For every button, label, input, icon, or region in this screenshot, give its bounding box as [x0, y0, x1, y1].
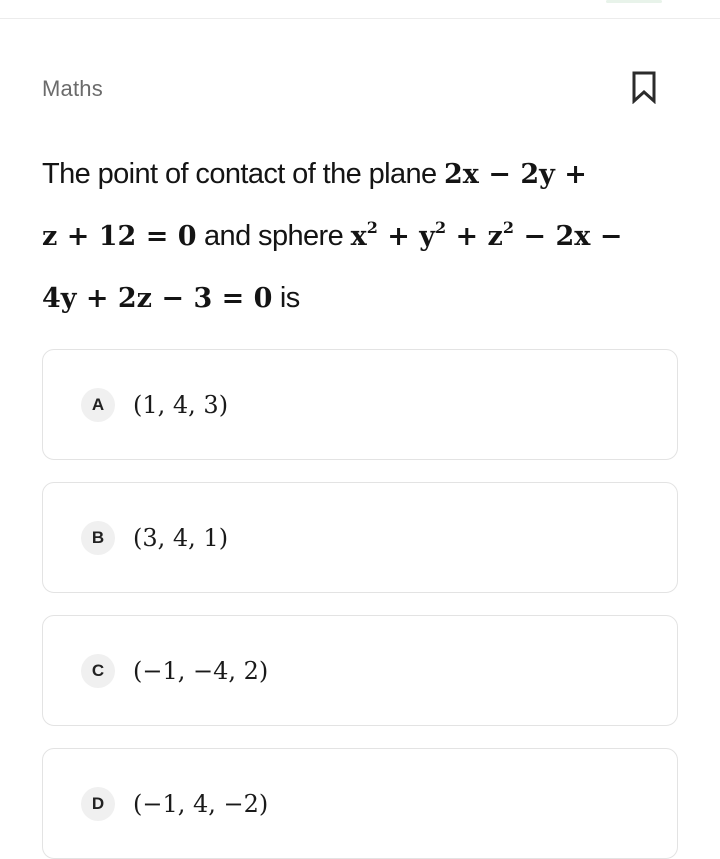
question-text [42, 150, 682, 336]
option-a[interactable] [42, 349, 678, 460]
plane-equation-part: 2x − 2y + [444, 159, 587, 190]
top-bar [0, 0, 720, 19]
option-letter-badge: B [81, 521, 115, 555]
plane-equation-end: z + 12 = 0 [42, 221, 197, 252]
exponent: 2 [502, 218, 515, 237]
option-d[interactable] [42, 748, 678, 859]
option-letter-badge: D [81, 787, 115, 821]
exponent: 2 [434, 218, 447, 237]
option-value: (−1, −4, 2) [133, 657, 269, 685]
option-letter-badge: A [81, 388, 115, 422]
question-line-3 [42, 274, 682, 336]
question-line-1 [42, 150, 682, 212]
option-value: (3, 4, 1) [133, 524, 229, 552]
question-text-part: The point of contact of the plane [42, 158, 437, 190]
sphere-equation-end: 4y + 2z − 3 = 0 [42, 283, 273, 314]
question-text-part: and sphere [204, 220, 344, 252]
question-text-part: is [279, 282, 300, 314]
bookmark-icon[interactable] [630, 70, 658, 104]
question-line-2 [42, 212, 682, 274]
option-b[interactable] [42, 482, 678, 593]
math-term: + z [446, 221, 503, 252]
math-term: x [350, 221, 367, 252]
top-bar-accent [606, 0, 662, 3]
option-value: (1, 4, 3) [133, 391, 229, 419]
option-c[interactable] [42, 615, 678, 726]
exponent: 2 [366, 218, 378, 237]
option-letter-badge: C [81, 654, 115, 688]
math-term: − 2x − [514, 221, 623, 252]
option-value: (−1, 4, −2) [133, 790, 269, 818]
subject-label: Maths [42, 76, 103, 101]
sphere-equation-part [350, 218, 623, 252]
math-term: + y [377, 221, 435, 252]
